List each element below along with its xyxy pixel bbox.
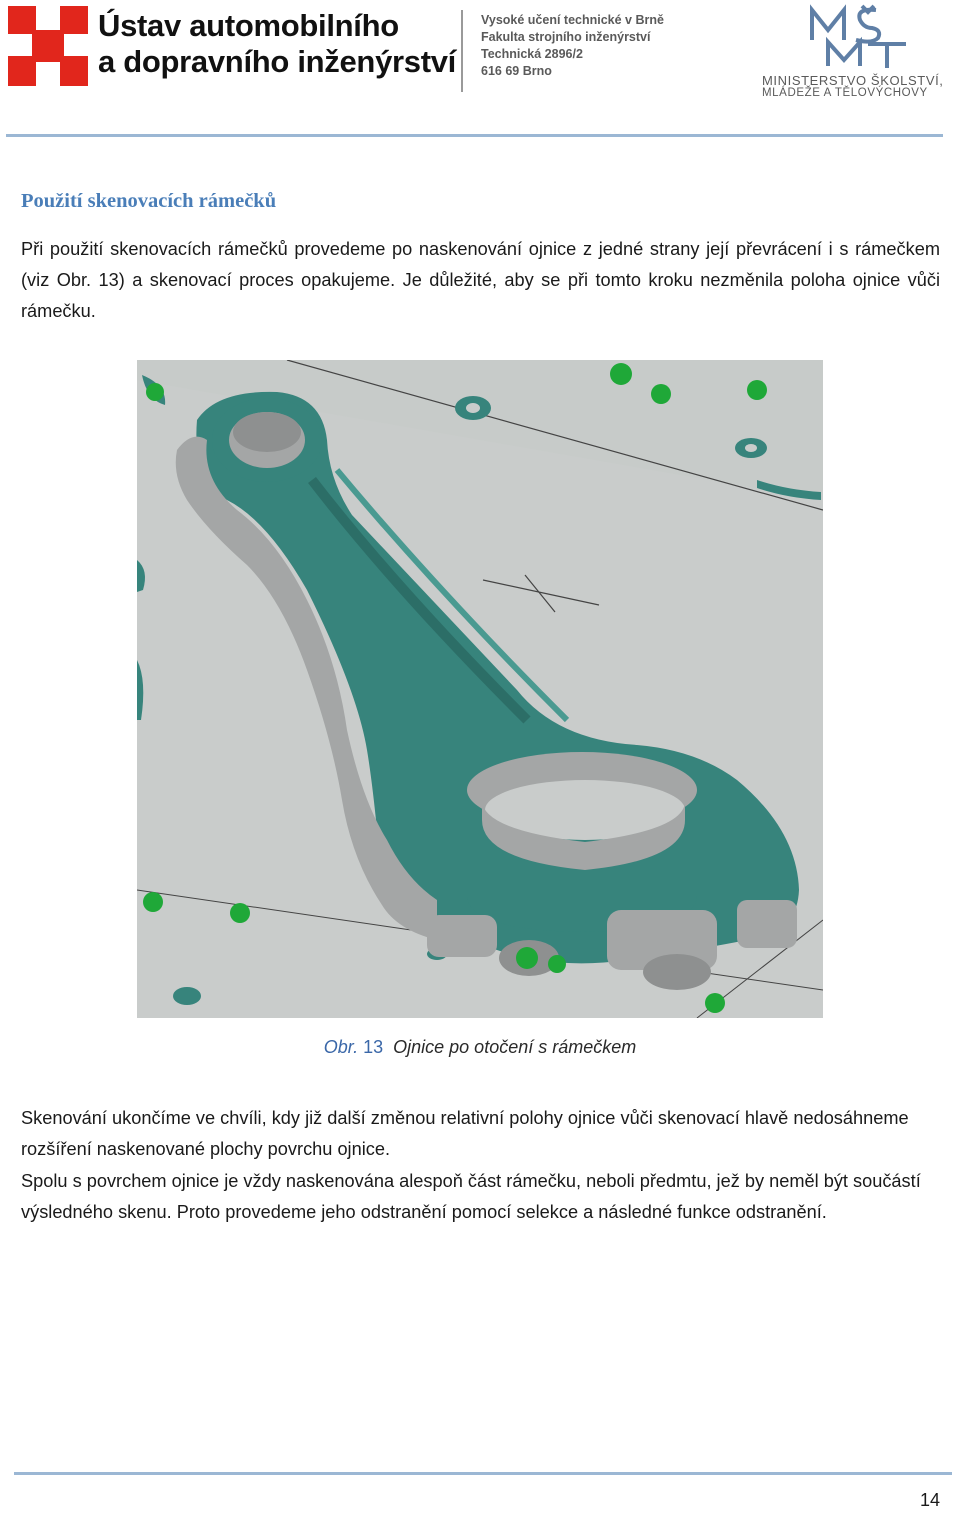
caption-label: Obr. [323, 1037, 359, 1057]
university-address [481, 12, 664, 80]
ministry-logo-icon [806, 4, 910, 72]
connecting-rod-scan-image [137, 360, 823, 1018]
header-rule [6, 134, 943, 137]
body-paragraph: Spolu s povrchem ojnice je vždy naskenována alespoň část rámečku, neboli předmtu, jež by neměl být součástí výsledného skenu. Proto provedeme jeho odstranění pomocí selekce a následné funkce odstranění. [21, 1171, 921, 1222]
ministry-line: MINISTERSTVO ŠKOLSTVÍ, [762, 73, 944, 88]
university-line: Vysoké učení technické v Brně [481, 13, 664, 27]
university-line: Fakulta strojního inženýrství [481, 30, 651, 44]
intro-paragraph: Při použití skenovacích rámečků provedeme po naskenování ojnice z jedné strany její převrácení i s rámečkem (viz Obr. 13) a skenovací proces opakujeme. Je důležité, aby se při tomto kroku nezměnila poloha ojnice vůči rámečku. [21, 239, 940, 321]
university-line: Technická 2896/2 [481, 47, 583, 61]
institute-name-line1: Ústav automobilního [98, 8, 399, 43]
section-title: Použití skenovacích rámečků [21, 190, 277, 212]
page-header [0, 0, 960, 140]
institute-name-line2: a dopravního inženýrství [98, 44, 456, 79]
caption-number: 13 [363, 1037, 384, 1057]
header-divider [461, 10, 463, 92]
page-number: 14 [919, 1490, 940, 1510]
body-paragraph: Skenování ukončíme ve chvíli, kdy již další změnou relativní polohy ojnice vůči skenovací hlavě nedosáhneme rozšíření naskenované plochy povrchu ojnice. [21, 1108, 909, 1159]
institute-logo-icon [8, 6, 90, 88]
university-line: 616 69 Brno [481, 64, 552, 78]
institute-name [98, 8, 456, 80]
ministry-name [762, 74, 957, 100]
ministry-line: MLÁDEŽE A TĚLOVÝCHOVY [762, 87, 928, 99]
figure-caption [0, 1037, 960, 1058]
caption-text: Ojnice po otočení s rámečkem [393, 1037, 637, 1057]
footer-rule [14, 1472, 952, 1475]
